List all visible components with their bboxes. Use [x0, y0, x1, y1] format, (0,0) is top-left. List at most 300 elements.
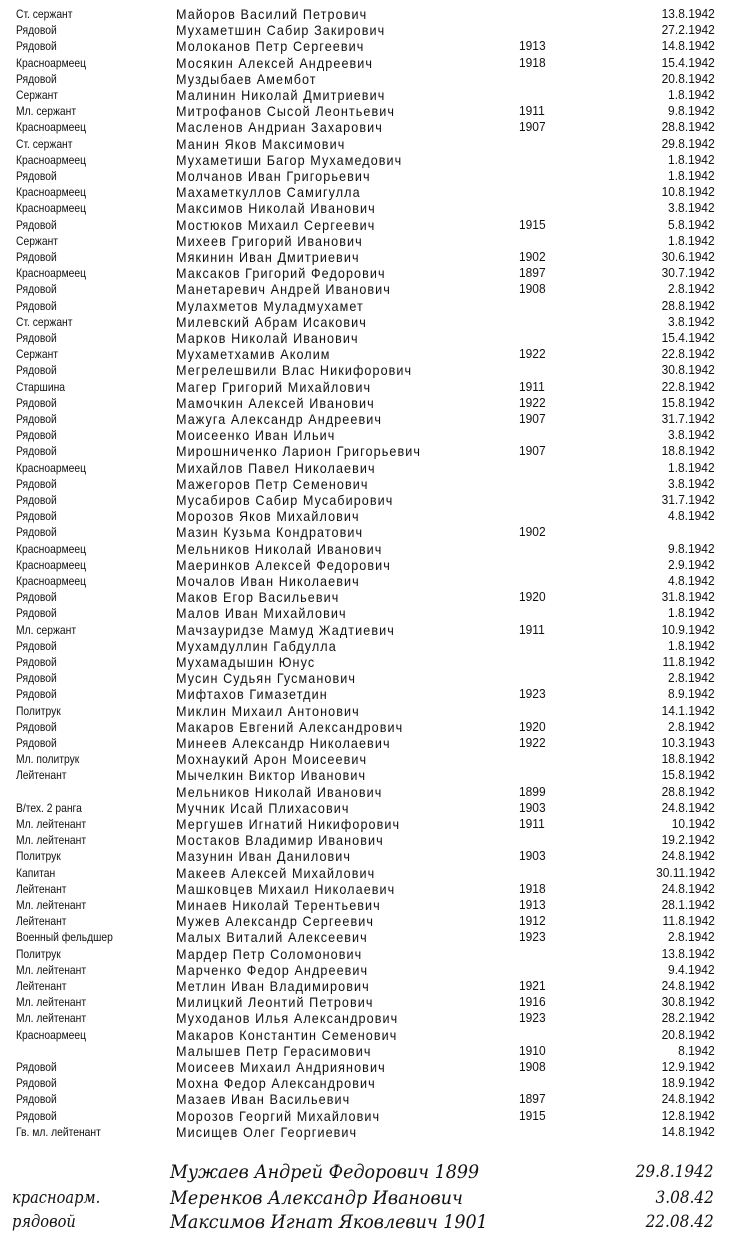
handwritten-date: 22.08.42	[645, 1212, 714, 1232]
record-birth-year: 1897	[519, 1091, 546, 1107]
record-rank: Рядовой	[16, 736, 57, 750]
record-birth-year: 1918	[519, 54, 546, 70]
record-name: Метлин Иван Владимирович	[176, 978, 370, 994]
record-row	[0, 800, 730, 816]
record-date: 24.8.1942	[661, 1091, 715, 1107]
record-birth-year: 1907	[519, 411, 546, 426]
record-date: 1.8.1942	[668, 232, 715, 248]
record-rank: Рядовой	[16, 23, 57, 38]
record-birth-year: 1920	[519, 589, 546, 605]
record-row	[0, 767, 730, 783]
record-date: 14.8.1942	[661, 38, 715, 54]
record-date: 24.8.1942	[661, 978, 715, 993]
record-birth-year: 1903	[519, 848, 546, 864]
record-date: 1.8.1942	[668, 637, 715, 653]
record-rank: Рядовой	[16, 250, 57, 264]
record-name: Мычелкин Виктор Иванович	[176, 767, 367, 784]
record-date: 4.8.1942	[668, 508, 715, 524]
record-row	[0, 443, 730, 459]
record-rank: Рядовой	[16, 217, 57, 232]
record-name: Мужев Александр Сергеевич	[176, 913, 374, 930]
record-birth-year: 1921	[519, 978, 546, 993]
record-rank: Красноармеец	[16, 574, 87, 588]
record-date: 1.8.1942	[668, 168, 715, 183]
record-date: 31.7.1942	[661, 492, 715, 507]
record-rank: Красноармеец	[16, 152, 87, 167]
record-row	[0, 330, 730, 346]
record-birth-year: 1908	[519, 281, 546, 297]
record-row	[0, 1027, 730, 1043]
record-date: 30.8.1942	[661, 994, 715, 1010]
record-rank: Рядовой	[16, 331, 57, 345]
record-name: Мостюков Михаил Сергеевич	[176, 216, 376, 233]
record-rank: Красноармеец	[16, 201, 87, 216]
record-date: 30.8.1942	[661, 362, 715, 378]
record-rank: Политрук	[16, 946, 61, 961]
record-birth-year: 1911	[519, 621, 545, 637]
record-rank: Рядовой	[16, 444, 57, 459]
record-date: 11.8.1942	[662, 654, 715, 669]
record-birth-year: 1912	[519, 913, 546, 929]
record-name: Мирошниченко Ларион Григорьевич	[176, 443, 421, 460]
record-row	[0, 411, 730, 427]
record-date: 1.8.1942	[668, 605, 715, 621]
record-rank: Ст. сержант	[16, 136, 73, 151]
record-rank: Мл. лейтенант	[16, 1011, 87, 1026]
record-rank: Красноармеец	[16, 1027, 87, 1042]
record-rank: Красноармеец	[16, 266, 87, 281]
record-name: Молчанов Иван Григорьевич	[176, 168, 371, 184]
record-date: 10.3.1943	[661, 735, 715, 750]
record-name: Мусин Судьян Гусманович	[176, 670, 356, 687]
record-name: Мажегоров Петр Семенович	[176, 475, 369, 492]
record-date: 15.4.1942	[661, 54, 715, 70]
record-name: Моисеенко Иван Ильич	[176, 427, 336, 444]
record-date: 5.8.1942	[668, 216, 715, 232]
handwritten-row	[0, 1210, 730, 1234]
record-name: Мулахметов Муладмухамет	[176, 297, 364, 314]
record-birth-year: 1911	[519, 103, 545, 119]
handwritten-rank: красноарм.	[12, 1188, 101, 1208]
record-row	[0, 346, 730, 362]
record-name: Мачзауридзе Мамуд Жадтиевич	[176, 621, 395, 638]
record-rank: Рядовой	[16, 169, 57, 183]
record-name: Мосякин Алексей Андреевич	[176, 54, 374, 71]
record-date: 8.9.1942	[668, 686, 715, 702]
record-name: Мазин Кузьма Кондратович	[176, 524, 364, 541]
record-rank: Рядовой	[16, 525, 57, 540]
record-date: 22.8.1942	[661, 378, 715, 394]
record-row	[0, 184, 730, 200]
record-row	[0, 152, 730, 168]
record-rank: Рядовой	[16, 590, 57, 605]
record-birth-year: 1923	[519, 1010, 546, 1026]
record-row	[0, 22, 730, 38]
record-rank: Рядовой	[16, 282, 57, 297]
record-rank: Рядовой	[16, 1108, 57, 1123]
record-date: 20.8.1942	[661, 70, 715, 86]
record-birth-year: 1918	[519, 880, 546, 896]
record-rank: Рядовой	[16, 363, 57, 378]
record-name: Мусабиров Сабир Мусабирович	[176, 492, 394, 508]
record-row	[0, 978, 730, 994]
record-row	[0, 589, 730, 605]
record-name: Милицкий Леонтий Петрович	[176, 994, 374, 1011]
record-row	[0, 119, 730, 135]
record-row	[0, 719, 730, 735]
record-row	[0, 460, 730, 476]
record-rank: Ст. сержант	[16, 314, 73, 329]
record-birth-year: 1913	[519, 897, 546, 912]
record-rank: Рядовой	[16, 671, 57, 686]
record-row	[0, 670, 730, 686]
record-date: 2.8.1942	[668, 281, 715, 297]
record-rank: Рядовой	[16, 71, 57, 86]
record-rank: Лейтенант	[16, 979, 67, 993]
record-name: Мохнаукий Арон Моисеевич	[176, 751, 368, 768]
record-name: Мякинин Иван Дмитриевич	[176, 249, 360, 265]
record-name: Малов Иван Михайлович	[176, 605, 347, 622]
record-row	[0, 1108, 730, 1124]
record-name: Муходанов Илья Александрович	[176, 1010, 399, 1027]
record-date: 10.8.1942	[661, 184, 715, 200]
record-row	[0, 703, 730, 719]
record-date: 24.8.1942	[661, 848, 715, 864]
record-name: Мухаметшин Сабир Закирович	[176, 22, 386, 39]
record-date: 31.8.1942	[661, 589, 715, 605]
record-rank: Мл. лейтенант	[16, 962, 87, 977]
record-date: 30.7.1942	[661, 265, 715, 281]
record-name: Манетаревич Андрей Иванович	[176, 281, 391, 298]
record-birth-year: 1911	[519, 378, 545, 394]
handwritten-name: Мужаев Андрей Федорович 1899	[170, 1161, 480, 1183]
record-name: Макаров Константин Семенович	[176, 1026, 398, 1043]
record-name: Майоров Василий Петрович	[176, 6, 368, 22]
record-date: 9.8.1942	[668, 540, 715, 556]
record-birth-year: 1907	[519, 119, 546, 135]
record-birth-year: 1910	[519, 1042, 546, 1058]
record-name: Молоканов Петр Сергеевич	[176, 38, 365, 55]
record-name: Мельников Николай Иванович	[176, 540, 383, 557]
record-birth-year: 1922	[519, 394, 546, 410]
record-name: Махаметкуллов Самигулла	[176, 184, 361, 201]
record-name: Мифтахов Гимазетдин	[176, 686, 328, 703]
record-rank: Рядовой	[16, 687, 57, 702]
record-row	[0, 281, 730, 297]
record-name: Малышев Петр Герасимович	[176, 1042, 372, 1059]
record-name: Миклин Михаил Антонович	[176, 702, 360, 719]
record-birth-year: 1902	[519, 249, 546, 264]
record-row	[0, 476, 730, 492]
record-row	[0, 200, 730, 216]
record-date: 2.9.1942	[668, 556, 715, 572]
record-name: Магер Григорий Михайлович	[176, 378, 372, 395]
record-name: Мазунин Иван Данилович	[176, 848, 352, 865]
handwritten-name: Максимов Игнат Яковлевич 1901	[170, 1211, 488, 1233]
record-rank: Красноармеец	[16, 460, 87, 475]
record-date: 14.8.1942	[661, 1123, 715, 1139]
record-date: 15.8.1942	[661, 767, 715, 783]
record-row	[0, 605, 730, 621]
record-row	[0, 233, 730, 249]
record-date: 13.8.1942	[661, 945, 715, 961]
record-name: Маеринков Алексей Федорович	[176, 556, 391, 573]
record-rank: Рядовой	[16, 39, 57, 54]
record-date: 3.8.1942	[668, 427, 715, 443]
handwritten-row	[0, 1186, 730, 1210]
record-name: Марков Николай Иванович	[176, 330, 359, 346]
record-row	[0, 1043, 730, 1059]
record-name: Мисищев Олег Георгиевич	[176, 1123, 358, 1140]
record-name: Масленов Андриан Захарович	[176, 119, 383, 136]
record-name: Мардер Петр Соломонович	[176, 945, 363, 962]
record-rank: Красноармеец	[16, 185, 87, 200]
record-date: 1.8.1942	[668, 459, 715, 475]
record-date: 27.2.1942	[661, 22, 715, 38]
record-row	[0, 395, 730, 411]
record-name: Мергушев Игнатий Никифорович	[176, 816, 401, 832]
record-birth-year: 1913	[519, 38, 546, 54]
record-row	[0, 362, 730, 378]
record-row	[0, 751, 730, 767]
record-name: Мостаков Владимир Иванович	[176, 832, 384, 849]
record-rank: Рядовой	[16, 606, 57, 621]
record-name: Мегрелешвили Влас Никифорович	[176, 362, 413, 379]
record-rank: Сержант	[16, 347, 59, 362]
record-name: Митрофанов Сысой Леонтьевич	[176, 103, 396, 120]
record-rank: Рядовой	[16, 1092, 57, 1107]
record-row	[0, 249, 730, 265]
record-birth-year: 1903	[519, 799, 546, 815]
record-row	[0, 541, 730, 557]
record-birth-year: 1907	[519, 443, 546, 459]
record-date: 30.11.1942	[656, 864, 715, 880]
record-birth-year: 1920	[519, 718, 546, 734]
record-row	[0, 865, 730, 881]
record-rank: Красноармеец	[16, 541, 87, 556]
record-date: 18.8.1942	[661, 751, 715, 767]
record-rank: Рядовой	[16, 638, 57, 653]
record-name: Михеев Григорий Иванович	[176, 232, 363, 249]
record-name: Мочалов Иван Николаевич	[176, 573, 360, 589]
record-rank: Рядовой	[16, 395, 57, 410]
record-rank: Красноармеец	[16, 557, 87, 572]
record-date: 22.8.1942	[661, 346, 715, 362]
record-rank: Мл. лейтенант	[16, 833, 87, 848]
record-date: 1.8.1942	[668, 151, 715, 167]
record-date: 10.1942	[671, 816, 715, 831]
record-row	[0, 1059, 730, 1075]
record-rank: Лейтенант	[16, 768, 67, 783]
record-name: Минаев Николай Терентьевич	[176, 897, 381, 913]
record-row	[0, 654, 730, 670]
record-date: 11.8.1942	[662, 913, 715, 929]
record-birth-year: 1923	[519, 686, 546, 702]
record-date: 2.8.1942	[668, 718, 715, 734]
record-row	[0, 557, 730, 573]
record-date: 3.8.1942	[668, 313, 715, 329]
record-rank: Рядовой	[16, 493, 57, 507]
record-date: 12.8.1942	[661, 1107, 715, 1123]
record-date: 15.4.1942	[661, 330, 715, 345]
record-name: Маков Егор Васильевич	[176, 589, 340, 606]
record-row	[0, 1010, 730, 1026]
record-row	[0, 168, 730, 184]
record-rank: Политрук	[16, 849, 61, 864]
record-birth-year: 1922	[519, 346, 546, 362]
record-date: 31.7.1942	[661, 411, 715, 426]
record-name: Мучник Исай Плихасович	[176, 799, 350, 816]
record-birth-year: 1922	[519, 735, 546, 750]
record-row	[0, 735, 730, 751]
record-name: Малых Виталий Алексеевич	[176, 929, 368, 946]
record-name: Морозов Георгий Михайлович	[176, 1107, 381, 1124]
record-rank: В/тех. 2 ранга	[16, 800, 82, 815]
record-name: Мохна Федор Александрович	[176, 1075, 376, 1092]
handwritten-row	[0, 1160, 730, 1184]
record-date: 2.8.1942	[668, 670, 715, 686]
record-birth-year: 1902	[519, 524, 546, 540]
record-rank: Рядовой	[16, 476, 57, 491]
record-name: Мазаев Иван Васильевич	[176, 1091, 351, 1108]
record-date: 29.8.1942	[661, 135, 715, 151]
record-row	[0, 784, 730, 800]
record-date: 24.8.1942	[661, 799, 715, 815]
record-row	[0, 638, 730, 654]
record-date: 28.2.1942	[661, 1010, 715, 1026]
record-name: Мажуга Александр Андреевич	[176, 411, 383, 427]
record-date: 8.1942	[678, 1042, 715, 1058]
record-date: 14.1.1942	[661, 702, 715, 718]
handwritten-date: 3.08.42	[655, 1188, 714, 1208]
record-date: 15.8.1942	[661, 394, 715, 410]
record-date: 18.8.1942	[661, 443, 715, 459]
record-rank: Рядовой	[16, 298, 57, 313]
record-row	[0, 832, 730, 848]
record-name: Мухамадышин Юнус	[176, 654, 316, 670]
record-date: 28.1.1942	[661, 897, 715, 912]
record-name: Мухаметхамив Аколим	[176, 346, 331, 363]
record-row	[0, 962, 730, 978]
record-date: 13.8.1942	[661, 6, 715, 21]
record-name: Макеев Алексей Михайлович	[176, 864, 376, 881]
record-birth-year: 1908	[519, 1059, 546, 1074]
record-row	[0, 508, 730, 524]
record-row	[0, 897, 730, 913]
record-row	[0, 946, 730, 962]
record-date: 28.8.1942	[661, 297, 715, 313]
record-name: Муздыбаев Амембот	[176, 70, 317, 87]
record-name: Максаков Григорий Федорович	[176, 265, 386, 282]
handwritten-name: Меренков Александр Иванович	[170, 1187, 463, 1209]
record-birth-year: 1915	[519, 1107, 546, 1123]
record-row	[0, 929, 730, 945]
record-rank: Рядовой	[16, 428, 57, 443]
record-row	[0, 265, 730, 281]
record-row	[0, 217, 730, 233]
record-row	[0, 1091, 730, 1107]
record-date: 12.9.1942	[661, 1059, 715, 1074]
record-rank: Лейтенант	[16, 881, 67, 896]
record-date: 19.2.1942	[661, 832, 715, 848]
record-rank: Красноармеец	[16, 55, 87, 70]
record-row	[0, 622, 730, 638]
record-row	[0, 881, 730, 897]
record-rank: Мл. лейтенант	[16, 898, 87, 912]
record-name: Милевский Абрам Исакович	[176, 313, 367, 330]
record-row	[0, 994, 730, 1010]
record-date: 2.8.1942	[668, 929, 715, 945]
record-date: 28.8.1942	[661, 119, 715, 135]
record-name: Мухаметиши Багор Мухамедович	[176, 151, 403, 168]
record-birth-year: 1897	[519, 265, 546, 281]
record-name: Манин Яков Максимович	[176, 135, 346, 152]
record-row	[0, 1124, 730, 1140]
record-row	[0, 379, 730, 395]
record-birth-year: 1915	[519, 216, 546, 232]
record-birth-year: 1899	[519, 783, 546, 799]
record-name: Мельников Николай Иванович	[176, 783, 383, 800]
record-date: 9.8.1942	[668, 103, 715, 119]
record-name: Мамочкин Алексей Иванович	[176, 394, 375, 411]
record-rank: Рядовой	[16, 655, 57, 669]
record-row	[0, 71, 730, 87]
record-date: 4.8.1942	[668, 573, 715, 588]
record-row	[0, 816, 730, 832]
record-date: 3.8.1942	[668, 475, 715, 491]
record-name: Макаров Евгений Александрович	[176, 718, 404, 735]
record-rank: Старшина	[16, 379, 66, 394]
record-rank: Военный фельдшер	[16, 930, 113, 945]
record-rank: Ст. сержант	[16, 7, 73, 21]
record-date: 10.9.1942	[661, 621, 715, 637]
record-row	[0, 103, 730, 119]
record-row	[0, 38, 730, 54]
record-row	[0, 686, 730, 702]
record-date: 20.8.1942	[661, 1026, 715, 1042]
record-row	[0, 314, 730, 330]
record-row	[0, 848, 730, 864]
record-rank: Капитан	[16, 865, 56, 880]
record-name: Минеев Александр Николаевич	[176, 735, 391, 751]
record-row	[0, 6, 730, 22]
record-row	[0, 136, 730, 152]
record-row	[0, 55, 730, 71]
record-row	[0, 298, 730, 314]
record-birth-year: 1923	[519, 929, 546, 945]
record-rank: Сержант	[16, 233, 59, 248]
record-rank: Лейтенант	[16, 914, 67, 929]
record-birth-year: 1916	[519, 994, 546, 1010]
record-row	[0, 913, 730, 929]
record-row	[0, 524, 730, 540]
record-rank: Мл. сержант	[16, 104, 77, 119]
record-date: 3.8.1942	[668, 200, 715, 216]
record-name: Марченко Федор Андреевич	[176, 961, 369, 978]
record-name: Михайлов Павел Николаевич	[176, 459, 376, 476]
record-rank: Сержант	[16, 88, 59, 102]
record-rank: Рядовой	[16, 719, 57, 734]
handwritten-date: 29.8.1942	[636, 1162, 714, 1182]
record-name: Морозов Яков Михайлович	[176, 508, 360, 525]
record-rank: Мл. лейтенант	[16, 817, 87, 831]
record-row	[0, 87, 730, 103]
record-date: 28.8.1942	[661, 783, 715, 799]
record-rank: Рядовой	[16, 1060, 57, 1074]
record-rank: Рядовой	[16, 509, 57, 524]
record-rank: Политрук	[16, 703, 61, 718]
record-rank: Гв. мл. лейтенант	[16, 1124, 101, 1139]
